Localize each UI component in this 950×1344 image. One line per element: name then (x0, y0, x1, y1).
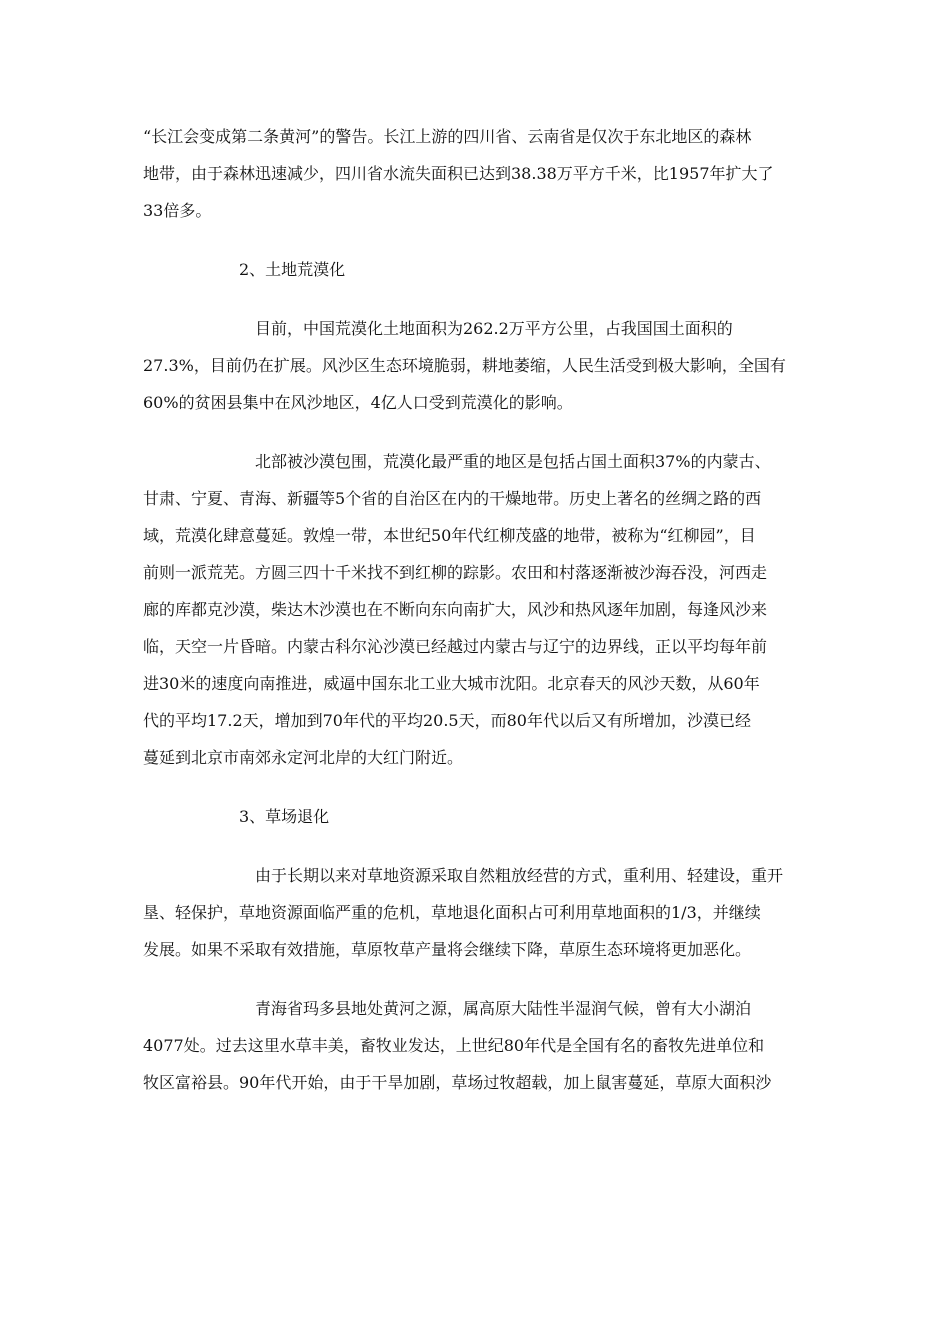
text-line: 域，荒漠化肆意蔓延。敦煌一带，本世纪50年代红柳茂盛的地带，被称为“红柳园”，目 (143, 526, 756, 545)
text-line: 北部被沙漠包围，荒漠化最严重的地区是包括占国土面积37%的内蒙古、 (255, 452, 771, 471)
section-heading-grassland: 3、草场退化 (239, 807, 330, 826)
section-heading-desertification: 2、土地荒漠化 (239, 260, 346, 279)
text-line: 60%的贫困县集中在风沙地区，4亿人口受到荒漠化的影响。 (143, 393, 573, 412)
text-line: 廊的库都克沙漠，柴达木沙漠也在不断向东向南扩大，风沙和热风逐年加剧，每逢风沙来 (143, 600, 768, 619)
text-line: 青海省玛多县地处黄河之源，属高原大陆性半湿润气候，曾有大小湖泊 (255, 999, 752, 1018)
text-line: 垦、轻保护，草地资源面临严重的危机，草地退化面积占可利用草地面积的1/3，并继续 (143, 903, 761, 922)
text-line: 地带，由于森林迅速减少，四川省水流失面积已达到38.38万平方千米，比1957年扩大了 (143, 164, 774, 183)
text-line: 由于长期以来对草地资源采取自然粗放经营的方式，重利用、轻建设，重开 (255, 866, 784, 885)
grassland-paragraph-1 (143, 857, 808, 968)
text-line: “长江会变成第二条黄河”的警告。长江上游的四川省、云南省是仅次于东北地区的森林 (143, 127, 752, 146)
text-line: 4077处。过去这里水草丰美，畜牧业发达，上世纪80年代是全国有名的畜牧先进单位和 (143, 1036, 765, 1055)
text-line: 甘肃、宁夏、青海、新疆等5个省的自治区在内的干燥地带。历史上著名的丝绸之路的西 (143, 489, 762, 508)
desertification-paragraph-2 (143, 443, 808, 776)
text-line: 代的平均17.2天，增加到70年代的平均20.5天，而80年代以后又有所增加，沙漠已经 (143, 711, 751, 730)
text-line: 33倍多。 (143, 201, 212, 220)
text-line: 27.3%，目前仍在扩展。风沙区生态环境脆弱，耕地萎缩，人民生活受到极大影响，全国有 (143, 356, 786, 375)
intro-paragraph (143, 118, 808, 229)
text-line: 临，天空一片昏暗。内蒙古科尔沁沙漠已经越过内蒙古与辽宁的边界线，正以平均每年前 (143, 637, 768, 656)
grassland-paragraph-2 (143, 990, 808, 1101)
text-line: 牧区富裕县。90年代开始，由于干旱加剧，草场过牧超载，加上鼠害蔓延，草原大面积沙 (143, 1073, 772, 1092)
text-line: 发展。如果不采取有效措施，草原牧草产量将会继续下降，草原生态环境将更加恶化。 (143, 940, 752, 959)
document-body (143, 118, 808, 1101)
text-line: 蔓延到北京市南郊永定河北岸的大红门附近。 (143, 748, 464, 767)
text-line: 进30米的速度向南推进，威逼中国东北工业大城市沈阳。北京春天的风沙天数，从60年 (143, 674, 760, 693)
desertification-paragraph-1 (143, 310, 808, 421)
text-line: 前则一派荒芜。方圆三四十千米找不到红柳的踪影。农田和村落逐渐被沙海吞没，河西走 (143, 563, 768, 582)
text-line: 目前，中国荒漠化土地面积为262.2万平方公里，占我国国土面积的 (255, 319, 733, 338)
